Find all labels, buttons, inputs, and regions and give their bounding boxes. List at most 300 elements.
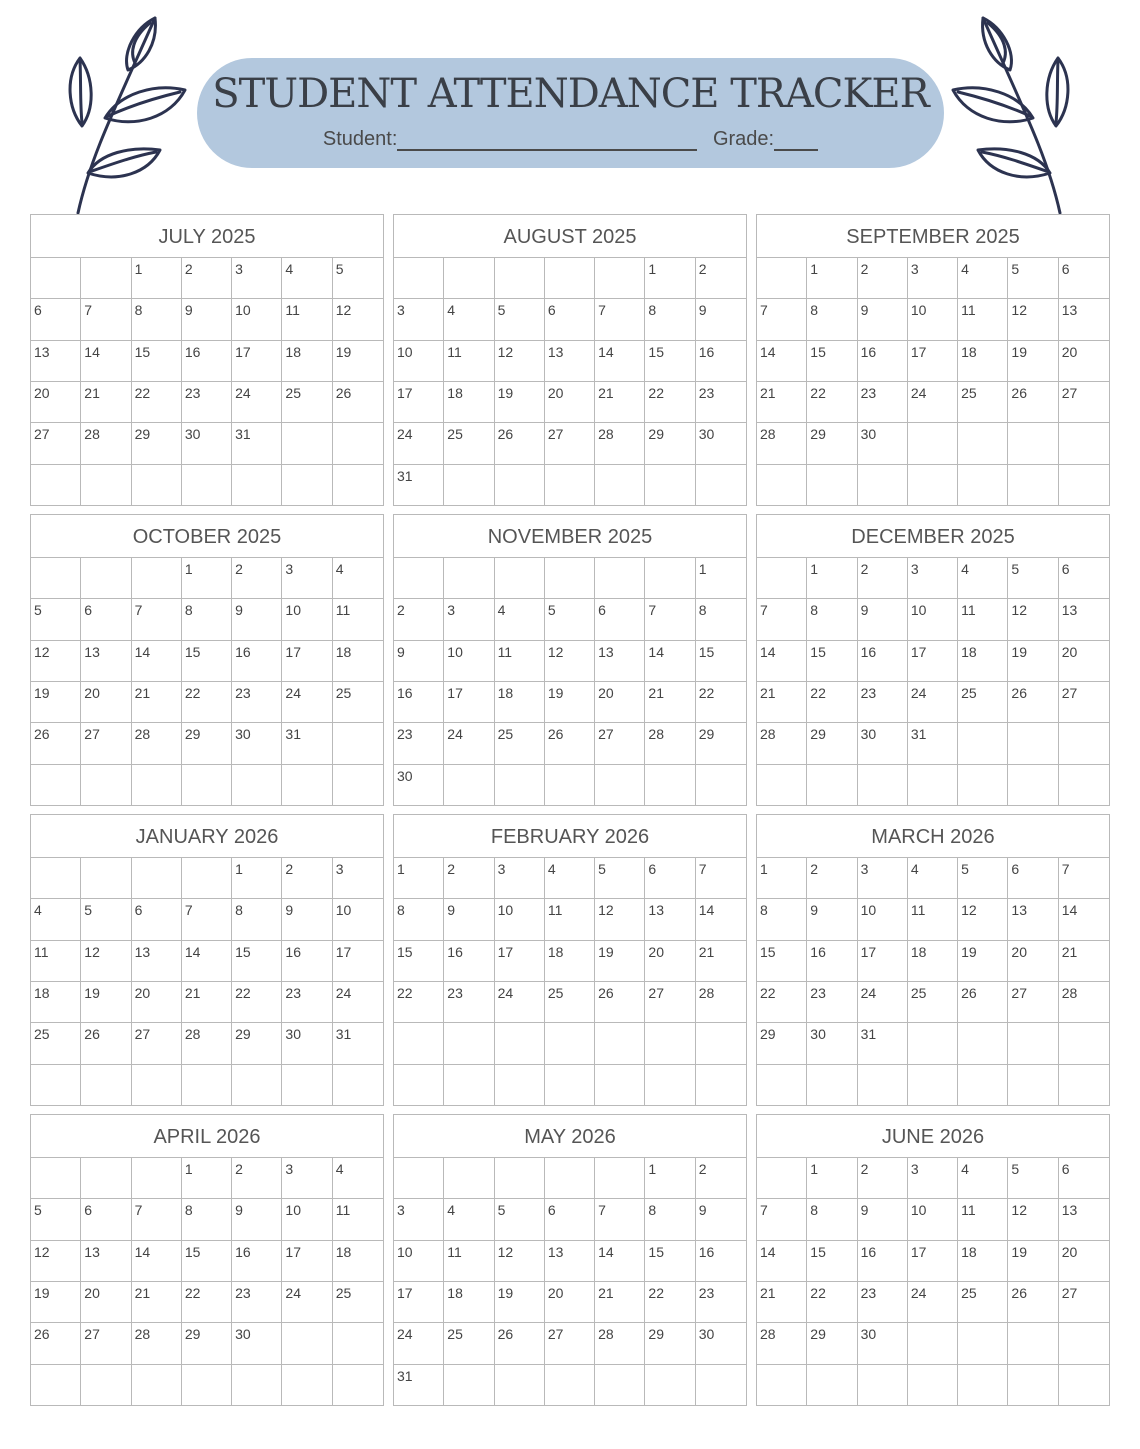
day-cell[interactable]: 15 — [182, 1241, 232, 1282]
day-cell[interactable]: 23 — [858, 682, 908, 723]
day-cell[interactable]: 18 — [444, 1282, 494, 1323]
day-cell[interactable] — [958, 723, 1008, 764]
day-cell[interactable]: 11 — [958, 599, 1008, 640]
day-cell[interactable]: 20 — [545, 382, 595, 423]
day-cell[interactable] — [757, 558, 807, 599]
day-cell[interactable]: 17 — [908, 641, 958, 682]
day-cell[interactable]: 5 — [545, 599, 595, 640]
day-cell[interactable]: 30 — [696, 423, 746, 464]
day-cell[interactable] — [908, 1323, 958, 1364]
day-cell[interactable]: 10 — [282, 599, 332, 640]
day-cell[interactable]: 23 — [232, 1282, 282, 1323]
day-cell[interactable]: 9 — [232, 599, 282, 640]
day-cell[interactable]: 12 — [1008, 599, 1058, 640]
day-cell[interactable] — [444, 465, 494, 506]
day-cell[interactable]: 30 — [858, 723, 908, 764]
day-cell[interactable]: 13 — [31, 341, 81, 382]
day-cell[interactable] — [495, 1023, 545, 1064]
day-cell[interactable]: 5 — [1008, 558, 1058, 599]
day-cell[interactable]: 27 — [81, 723, 131, 764]
day-cell[interactable] — [333, 423, 383, 464]
day-cell[interactable]: 20 — [545, 1282, 595, 1323]
day-cell[interactable] — [81, 765, 131, 806]
day-cell[interactable]: 4 — [545, 858, 595, 899]
day-cell[interactable]: 23 — [858, 382, 908, 423]
day-cell[interactable] — [132, 858, 182, 899]
day-cell[interactable]: 6 — [1059, 558, 1109, 599]
day-cell[interactable]: 12 — [495, 1241, 545, 1282]
day-cell[interactable] — [444, 1158, 494, 1199]
day-cell[interactable] — [757, 1065, 807, 1106]
day-cell[interactable]: 5 — [31, 1199, 81, 1240]
day-cell[interactable]: 26 — [1008, 382, 1058, 423]
day-cell[interactable] — [394, 1023, 444, 1064]
day-cell[interactable] — [1008, 1023, 1058, 1064]
day-cell[interactable]: 21 — [132, 682, 182, 723]
day-cell[interactable]: 8 — [757, 899, 807, 940]
day-cell[interactable]: 6 — [645, 858, 695, 899]
day-cell[interactable]: 20 — [645, 941, 695, 982]
day-cell[interactable]: 15 — [807, 1241, 857, 1282]
day-cell[interactable]: 29 — [645, 423, 695, 464]
day-cell[interactable] — [595, 558, 645, 599]
day-cell[interactable]: 27 — [545, 423, 595, 464]
day-cell[interactable]: 2 — [858, 1158, 908, 1199]
day-cell[interactable]: 29 — [807, 1323, 857, 1364]
day-cell[interactable]: 28 — [757, 723, 807, 764]
day-cell[interactable]: 30 — [182, 423, 232, 464]
day-cell[interactable] — [333, 1065, 383, 1106]
day-cell[interactable] — [645, 1365, 695, 1406]
day-cell[interactable]: 4 — [444, 1199, 494, 1240]
day-cell[interactable]: 1 — [807, 258, 857, 299]
day-cell[interactable]: 6 — [31, 299, 81, 340]
day-cell[interactable]: 13 — [645, 899, 695, 940]
day-cell[interactable]: 26 — [545, 723, 595, 764]
day-cell[interactable]: 16 — [858, 1241, 908, 1282]
day-cell[interactable]: 28 — [81, 423, 131, 464]
day-cell[interactable] — [132, 1065, 182, 1106]
day-cell[interactable]: 3 — [333, 858, 383, 899]
day-cell[interactable]: 23 — [696, 1282, 746, 1323]
day-cell[interactable] — [595, 1365, 645, 1406]
day-cell[interactable]: 29 — [757, 1023, 807, 1064]
day-cell[interactable]: 15 — [696, 641, 746, 682]
day-cell[interactable]: 20 — [81, 682, 131, 723]
day-cell[interactable]: 29 — [182, 723, 232, 764]
day-cell[interactable] — [645, 1023, 695, 1064]
day-cell[interactable] — [696, 1023, 746, 1064]
day-cell[interactable]: 30 — [282, 1023, 332, 1064]
day-cell[interactable]: 18 — [282, 341, 332, 382]
day-cell[interactable]: 16 — [807, 941, 857, 982]
day-cell[interactable]: 16 — [182, 341, 232, 382]
day-cell[interactable] — [1059, 1365, 1109, 1406]
day-cell[interactable] — [545, 1065, 595, 1106]
day-cell[interactable] — [1059, 723, 1109, 764]
day-cell[interactable]: 4 — [444, 299, 494, 340]
day-cell[interactable]: 4 — [333, 558, 383, 599]
day-cell[interactable]: 17 — [282, 641, 332, 682]
day-cell[interactable] — [908, 465, 958, 506]
day-cell[interactable]: 31 — [858, 1023, 908, 1064]
day-cell[interactable]: 17 — [908, 341, 958, 382]
day-cell[interactable] — [757, 765, 807, 806]
day-cell[interactable] — [333, 723, 383, 764]
day-cell[interactable]: 4 — [908, 858, 958, 899]
day-cell[interactable] — [31, 258, 81, 299]
day-cell[interactable]: 13 — [1008, 899, 1058, 940]
day-cell[interactable]: 28 — [757, 423, 807, 464]
day-cell[interactable] — [696, 1065, 746, 1106]
day-cell[interactable] — [31, 1158, 81, 1199]
day-cell[interactable] — [333, 1323, 383, 1364]
grade-line[interactable] — [774, 129, 818, 151]
day-cell[interactable]: 24 — [394, 1323, 444, 1364]
day-cell[interactable]: 8 — [182, 599, 232, 640]
day-cell[interactable]: 8 — [696, 599, 746, 640]
day-cell[interactable]: 13 — [545, 1241, 595, 1282]
day-cell[interactable]: 18 — [444, 382, 494, 423]
day-cell[interactable]: 29 — [182, 1323, 232, 1364]
day-cell[interactable]: 13 — [595, 641, 645, 682]
day-cell[interactable] — [595, 258, 645, 299]
day-cell[interactable]: 23 — [232, 682, 282, 723]
day-cell[interactable]: 9 — [282, 899, 332, 940]
day-cell[interactable]: 12 — [545, 641, 595, 682]
day-cell[interactable]: 5 — [333, 258, 383, 299]
day-cell[interactable]: 7 — [757, 599, 807, 640]
day-cell[interactable]: 2 — [232, 1158, 282, 1199]
day-cell[interactable]: 28 — [696, 982, 746, 1023]
day-cell[interactable] — [394, 1065, 444, 1106]
day-cell[interactable]: 12 — [31, 641, 81, 682]
day-cell[interactable]: 30 — [807, 1023, 857, 1064]
day-cell[interactable]: 21 — [757, 682, 807, 723]
day-cell[interactable]: 14 — [645, 641, 695, 682]
day-cell[interactable]: 17 — [444, 682, 494, 723]
day-cell[interactable]: 31 — [232, 423, 282, 464]
day-cell[interactable] — [545, 1158, 595, 1199]
day-cell[interactable]: 12 — [1008, 1199, 1058, 1240]
day-cell[interactable]: 7 — [182, 899, 232, 940]
day-cell[interactable]: 8 — [394, 899, 444, 940]
day-cell[interactable]: 25 — [958, 1282, 1008, 1323]
day-cell[interactable]: 26 — [31, 1323, 81, 1364]
day-cell[interactable] — [958, 423, 1008, 464]
day-cell[interactable] — [232, 765, 282, 806]
day-cell[interactable]: 11 — [31, 941, 81, 982]
day-cell[interactable] — [444, 1365, 494, 1406]
day-cell[interactable]: 12 — [81, 941, 131, 982]
day-cell[interactable] — [495, 258, 545, 299]
day-cell[interactable]: 11 — [444, 341, 494, 382]
day-cell[interactable]: 15 — [645, 1241, 695, 1282]
day-cell[interactable]: 30 — [232, 723, 282, 764]
day-cell[interactable]: 22 — [645, 1282, 695, 1323]
day-cell[interactable]: 7 — [595, 299, 645, 340]
day-cell[interactable] — [757, 1365, 807, 1406]
day-cell[interactable] — [31, 1365, 81, 1406]
day-cell[interactable]: 22 — [394, 982, 444, 1023]
day-cell[interactable] — [858, 1065, 908, 1106]
day-cell[interactable]: 7 — [757, 1199, 807, 1240]
day-cell[interactable]: 26 — [595, 982, 645, 1023]
student-name-line[interactable] — [397, 129, 697, 151]
day-cell[interactable]: 14 — [757, 341, 807, 382]
day-cell[interactable]: 28 — [132, 723, 182, 764]
day-cell[interactable]: 15 — [132, 341, 182, 382]
day-cell[interactable]: 23 — [182, 382, 232, 423]
day-cell[interactable]: 10 — [282, 1199, 332, 1240]
day-cell[interactable]: 25 — [958, 682, 1008, 723]
day-cell[interactable]: 5 — [958, 858, 1008, 899]
day-cell[interactable]: 3 — [495, 858, 545, 899]
day-cell[interactable]: 1 — [182, 558, 232, 599]
day-cell[interactable]: 30 — [858, 1323, 908, 1364]
day-cell[interactable]: 7 — [132, 599, 182, 640]
day-cell[interactable] — [132, 1158, 182, 1199]
day-cell[interactable]: 17 — [394, 382, 444, 423]
day-cell[interactable]: 17 — [394, 1282, 444, 1323]
day-cell[interactable]: 19 — [495, 1282, 545, 1323]
day-cell[interactable]: 2 — [282, 858, 332, 899]
day-cell[interactable]: 21 — [595, 382, 645, 423]
day-cell[interactable]: 19 — [31, 1282, 81, 1323]
day-cell[interactable]: 3 — [908, 258, 958, 299]
day-cell[interactable]: 18 — [545, 941, 595, 982]
day-cell[interactable]: 15 — [807, 641, 857, 682]
day-cell[interactable] — [444, 765, 494, 806]
day-cell[interactable] — [696, 765, 746, 806]
day-cell[interactable] — [958, 1365, 1008, 1406]
day-cell[interactable]: 1 — [394, 858, 444, 899]
day-cell[interactable] — [858, 465, 908, 506]
day-cell[interactable]: 18 — [495, 682, 545, 723]
day-cell[interactable]: 2 — [696, 258, 746, 299]
day-cell[interactable]: 26 — [333, 382, 383, 423]
day-cell[interactable]: 21 — [757, 1282, 807, 1323]
day-cell[interactable]: 18 — [958, 641, 1008, 682]
day-cell[interactable]: 4 — [333, 1158, 383, 1199]
day-cell[interactable]: 28 — [595, 1323, 645, 1364]
day-cell[interactable]: 11 — [545, 899, 595, 940]
day-cell[interactable]: 9 — [696, 1199, 746, 1240]
day-cell[interactable]: 27 — [81, 1323, 131, 1364]
day-cell[interactable]: 15 — [182, 641, 232, 682]
day-cell[interactable] — [545, 465, 595, 506]
day-cell[interactable]: 6 — [132, 899, 182, 940]
day-cell[interactable] — [645, 1065, 695, 1106]
day-cell[interactable] — [31, 858, 81, 899]
day-cell[interactable]: 4 — [958, 558, 1008, 599]
day-cell[interactable] — [858, 1365, 908, 1406]
day-cell[interactable] — [1008, 765, 1058, 806]
day-cell[interactable]: 6 — [545, 299, 595, 340]
day-cell[interactable]: 25 — [282, 382, 332, 423]
day-cell[interactable]: 19 — [333, 341, 383, 382]
day-cell[interactable] — [1059, 765, 1109, 806]
day-cell[interactable]: 30 — [696, 1323, 746, 1364]
day-cell[interactable]: 24 — [282, 1282, 332, 1323]
day-cell[interactable]: 7 — [645, 599, 695, 640]
day-cell[interactable] — [757, 1158, 807, 1199]
day-cell[interactable]: 8 — [232, 899, 282, 940]
day-cell[interactable]: 11 — [495, 641, 545, 682]
day-cell[interactable]: 6 — [1059, 1158, 1109, 1199]
day-cell[interactable]: 20 — [595, 682, 645, 723]
day-cell[interactable]: 10 — [394, 1241, 444, 1282]
day-cell[interactable]: 18 — [333, 641, 383, 682]
day-cell[interactable]: 18 — [908, 941, 958, 982]
day-cell[interactable] — [908, 765, 958, 806]
day-cell[interactable]: 29 — [696, 723, 746, 764]
day-cell[interactable]: 7 — [595, 1199, 645, 1240]
day-cell[interactable]: 21 — [132, 1282, 182, 1323]
day-cell[interactable]: 22 — [132, 382, 182, 423]
day-cell[interactable]: 28 — [595, 423, 645, 464]
day-cell[interactable] — [757, 258, 807, 299]
day-cell[interactable]: 8 — [807, 299, 857, 340]
day-cell[interactable]: 20 — [31, 382, 81, 423]
day-cell[interactable]: 24 — [282, 682, 332, 723]
day-cell[interactable]: 12 — [1008, 299, 1058, 340]
day-cell[interactable]: 27 — [1008, 982, 1058, 1023]
day-cell[interactable] — [444, 258, 494, 299]
day-cell[interactable]: 2 — [858, 258, 908, 299]
day-cell[interactable]: 23 — [696, 382, 746, 423]
day-cell[interactable]: 10 — [394, 341, 444, 382]
day-cell[interactable] — [908, 1065, 958, 1106]
day-cell[interactable]: 25 — [444, 423, 494, 464]
day-cell[interactable]: 21 — [757, 382, 807, 423]
day-cell[interactable]: 3 — [394, 1199, 444, 1240]
day-cell[interactable]: 11 — [333, 1199, 383, 1240]
day-cell[interactable]: 31 — [394, 1365, 444, 1406]
day-cell[interactable]: 25 — [495, 723, 545, 764]
day-cell[interactable]: 14 — [1059, 899, 1109, 940]
day-cell[interactable]: 24 — [908, 1282, 958, 1323]
day-cell[interactable] — [908, 1365, 958, 1406]
day-cell[interactable] — [1008, 723, 1058, 764]
day-cell[interactable] — [645, 558, 695, 599]
day-cell[interactable] — [333, 765, 383, 806]
day-cell[interactable]: 5 — [495, 1199, 545, 1240]
day-cell[interactable]: 27 — [595, 723, 645, 764]
day-cell[interactable]: 12 — [958, 899, 1008, 940]
day-cell[interactable]: 29 — [132, 423, 182, 464]
day-cell[interactable]: 10 — [858, 899, 908, 940]
day-cell[interactable]: 11 — [444, 1241, 494, 1282]
day-cell[interactable]: 16 — [858, 341, 908, 382]
day-cell[interactable]: 19 — [545, 682, 595, 723]
day-cell[interactable]: 28 — [757, 1323, 807, 1364]
day-cell[interactable]: 22 — [757, 982, 807, 1023]
day-cell[interactable] — [132, 558, 182, 599]
day-cell[interactable]: 10 — [333, 899, 383, 940]
day-cell[interactable]: 13 — [81, 641, 131, 682]
day-cell[interactable] — [958, 1323, 1008, 1364]
day-cell[interactable]: 20 — [1059, 641, 1109, 682]
day-cell[interactable]: 6 — [81, 599, 131, 640]
day-cell[interactable]: 2 — [858, 558, 908, 599]
day-cell[interactable]: 31 — [908, 723, 958, 764]
day-cell[interactable] — [858, 765, 908, 806]
day-cell[interactable]: 4 — [958, 1158, 1008, 1199]
day-cell[interactable] — [282, 765, 332, 806]
day-cell[interactable]: 26 — [1008, 682, 1058, 723]
day-cell[interactable]: 3 — [908, 558, 958, 599]
day-cell[interactable] — [645, 465, 695, 506]
day-cell[interactable]: 2 — [232, 558, 282, 599]
day-cell[interactable]: 14 — [132, 641, 182, 682]
day-cell[interactable]: 14 — [696, 899, 746, 940]
day-cell[interactable]: 18 — [958, 1241, 1008, 1282]
day-cell[interactable]: 17 — [282, 1241, 332, 1282]
day-cell[interactable]: 29 — [807, 423, 857, 464]
day-cell[interactable] — [908, 423, 958, 464]
day-cell[interactable]: 21 — [1059, 941, 1109, 982]
day-cell[interactable] — [31, 465, 81, 506]
day-cell[interactable]: 2 — [394, 599, 444, 640]
day-cell[interactable] — [182, 465, 232, 506]
day-cell[interactable]: 2 — [182, 258, 232, 299]
day-cell[interactable]: 1 — [645, 1158, 695, 1199]
day-cell[interactable]: 16 — [696, 341, 746, 382]
day-cell[interactable]: 16 — [394, 682, 444, 723]
day-cell[interactable]: 24 — [232, 382, 282, 423]
day-cell[interactable]: 25 — [444, 1323, 494, 1364]
day-cell[interactable]: 9 — [394, 641, 444, 682]
day-cell[interactable]: 25 — [333, 682, 383, 723]
day-cell[interactable]: 20 — [132, 982, 182, 1023]
day-cell[interactable] — [282, 423, 332, 464]
day-cell[interactable]: 19 — [81, 982, 131, 1023]
day-cell[interactable]: 11 — [958, 299, 1008, 340]
day-cell[interactable]: 17 — [858, 941, 908, 982]
day-cell[interactable]: 13 — [132, 941, 182, 982]
day-cell[interactable]: 18 — [31, 982, 81, 1023]
day-cell[interactable]: 5 — [595, 858, 645, 899]
day-cell[interactable] — [545, 765, 595, 806]
day-cell[interactable]: 15 — [757, 941, 807, 982]
day-cell[interactable]: 19 — [1008, 1241, 1058, 1282]
day-cell[interactable]: 17 — [232, 341, 282, 382]
day-cell[interactable]: 21 — [81, 382, 131, 423]
day-cell[interactable] — [31, 765, 81, 806]
day-cell[interactable]: 27 — [645, 982, 695, 1023]
day-cell[interactable]: 12 — [595, 899, 645, 940]
day-cell[interactable]: 3 — [444, 599, 494, 640]
day-cell[interactable]: 14 — [757, 1241, 807, 1282]
day-cell[interactable]: 16 — [444, 941, 494, 982]
day-cell[interactable]: 22 — [696, 682, 746, 723]
day-cell[interactable] — [958, 465, 1008, 506]
day-cell[interactable]: 27 — [545, 1323, 595, 1364]
day-cell[interactable]: 30 — [858, 423, 908, 464]
day-cell[interactable]: 6 — [81, 1199, 131, 1240]
day-cell[interactable]: 27 — [31, 423, 81, 464]
day-cell[interactable]: 19 — [958, 941, 1008, 982]
day-cell[interactable]: 29 — [645, 1323, 695, 1364]
day-cell[interactable]: 9 — [858, 1199, 908, 1240]
day-cell[interactable]: 28 — [132, 1323, 182, 1364]
day-cell[interactable] — [545, 1023, 595, 1064]
day-cell[interactable]: 23 — [394, 723, 444, 764]
day-cell[interactable]: 21 — [595, 1282, 645, 1323]
day-cell[interactable] — [595, 1023, 645, 1064]
day-cell[interactable]: 14 — [595, 341, 645, 382]
